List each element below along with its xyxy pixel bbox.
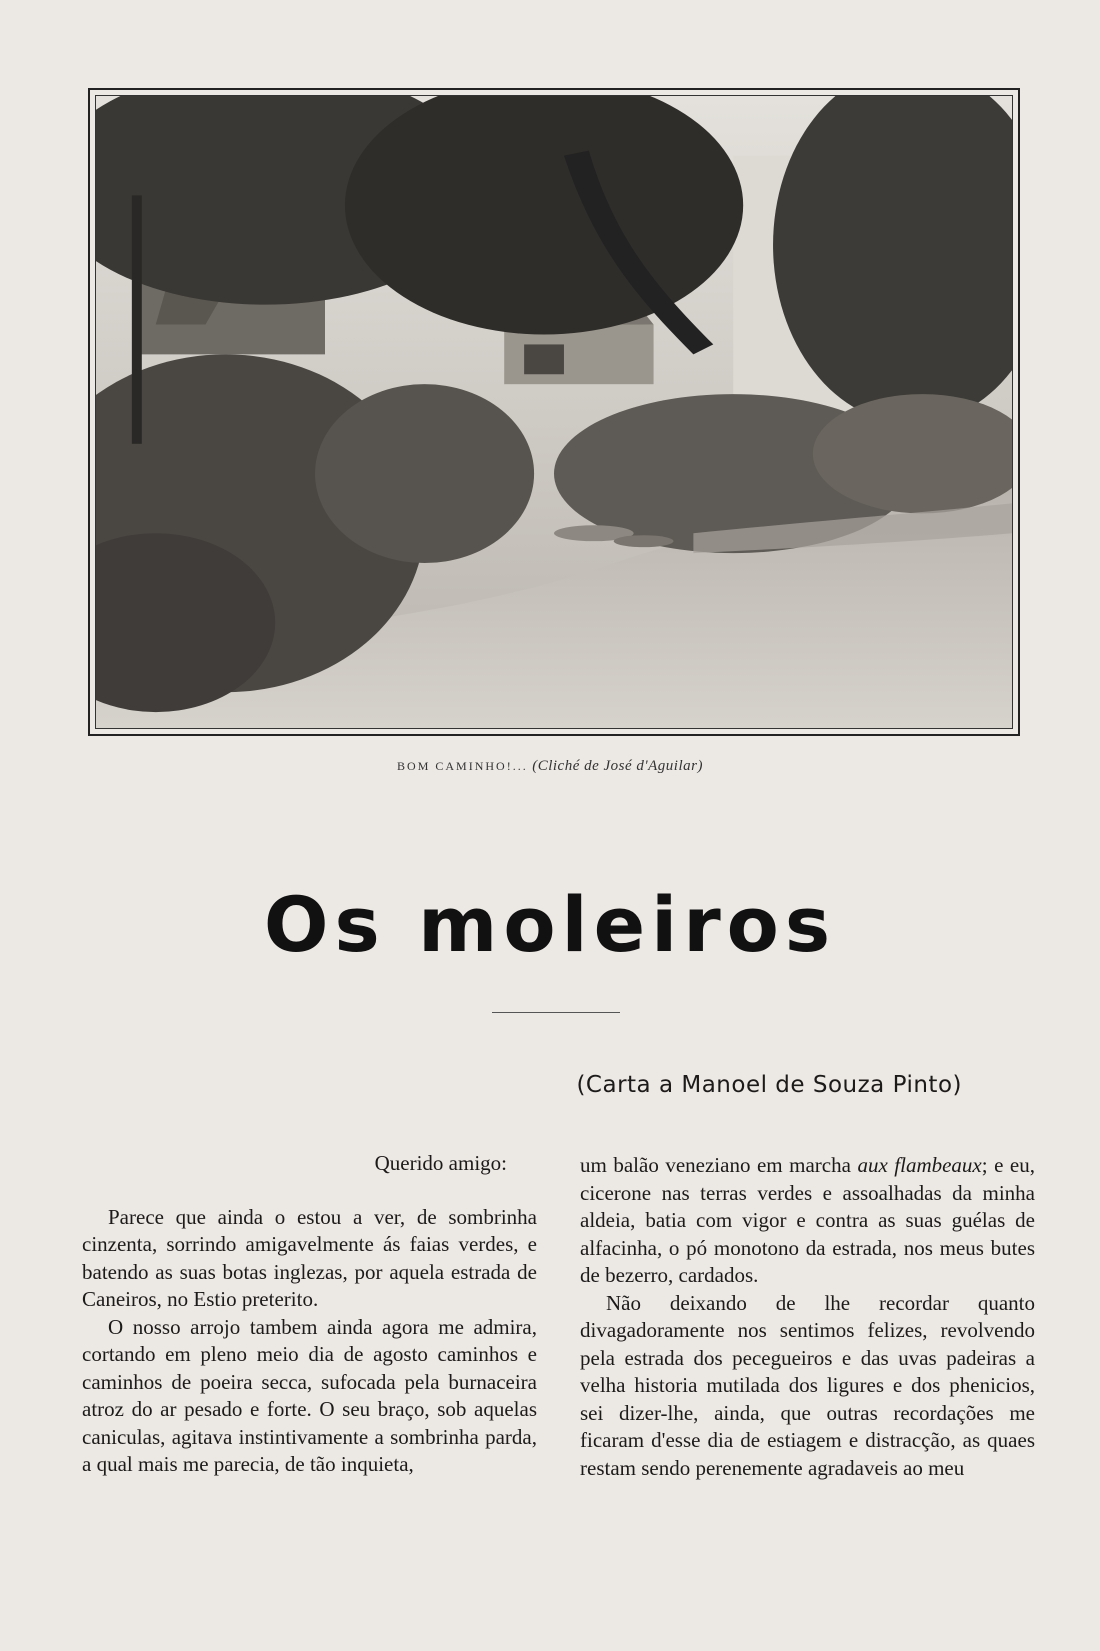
paragraph — [580, 1152, 1035, 1290]
right-column — [580, 1152, 1035, 1482]
paragraph: O nosso arrojo tambem ainda agora me admira, cortando em pleno meio dia de agosto caminhos e caminhos de poeira secca, sufocada pela burnaceira atroz do ar pesado e forte. O seu braço, sob aquelas caniculas, agitava instintivamente a sombrinha parda, a qual mais me parecia, de tão inquieta, — [82, 1314, 537, 1476]
article-title: Os moleiros — [263, 880, 837, 969]
caption-credit: (Cliché de José d'Aguilar) — [532, 758, 703, 774]
left-column — [82, 1150, 537, 1479]
paragraph-text: um balão veneziano em marcha — [580, 1153, 858, 1177]
landscape-photo — [95, 95, 1013, 729]
paragraph: Não deixando de lhe recordar quanto divagadoramente nos sentimos felizes, revolvendo pela estrada dos pecegueiros e das uvas padeiras a velha historia mutilada dos ligures e dos phenicios, sei dizer-lhe, ainda, que outras recordações me ficaram d'esse dia de estiagem e distracção, as quaes restam sendo perenemente agradaveis ao meu — [580, 1290, 1035, 1480]
greeting: Querido amigo: — [374, 1151, 507, 1175]
paragraph-italic: aux flambeaux — [857, 1153, 982, 1177]
caption-title: BOM CAMINHO!... — [397, 759, 528, 773]
article-subtitle: (Carta a Manoel de Souza Pinto) — [576, 1072, 962, 1098]
photo-frame — [88, 88, 1020, 736]
title-divider — [492, 1012, 620, 1013]
paragraph-text: ; e eu, cicerone nas terras verdes e assoalhadas da minha aldeia, batia com vigor e contra as suas guélas de alfacinha, o pó monotono da estrada, nos meus butes de bezerro, cardados. — [580, 1153, 1035, 1287]
photo-caption — [0, 758, 1100, 775]
paragraph: Parece que ainda o estou a ver, de sombrinha cinzenta, sorrindo amigavelmente ás faias verdes, e batendo as suas botas inglezas, por aquela estrada de Caneiros, no Estio preterito. — [82, 1204, 537, 1311]
photo-illustration — [96, 96, 1012, 728]
